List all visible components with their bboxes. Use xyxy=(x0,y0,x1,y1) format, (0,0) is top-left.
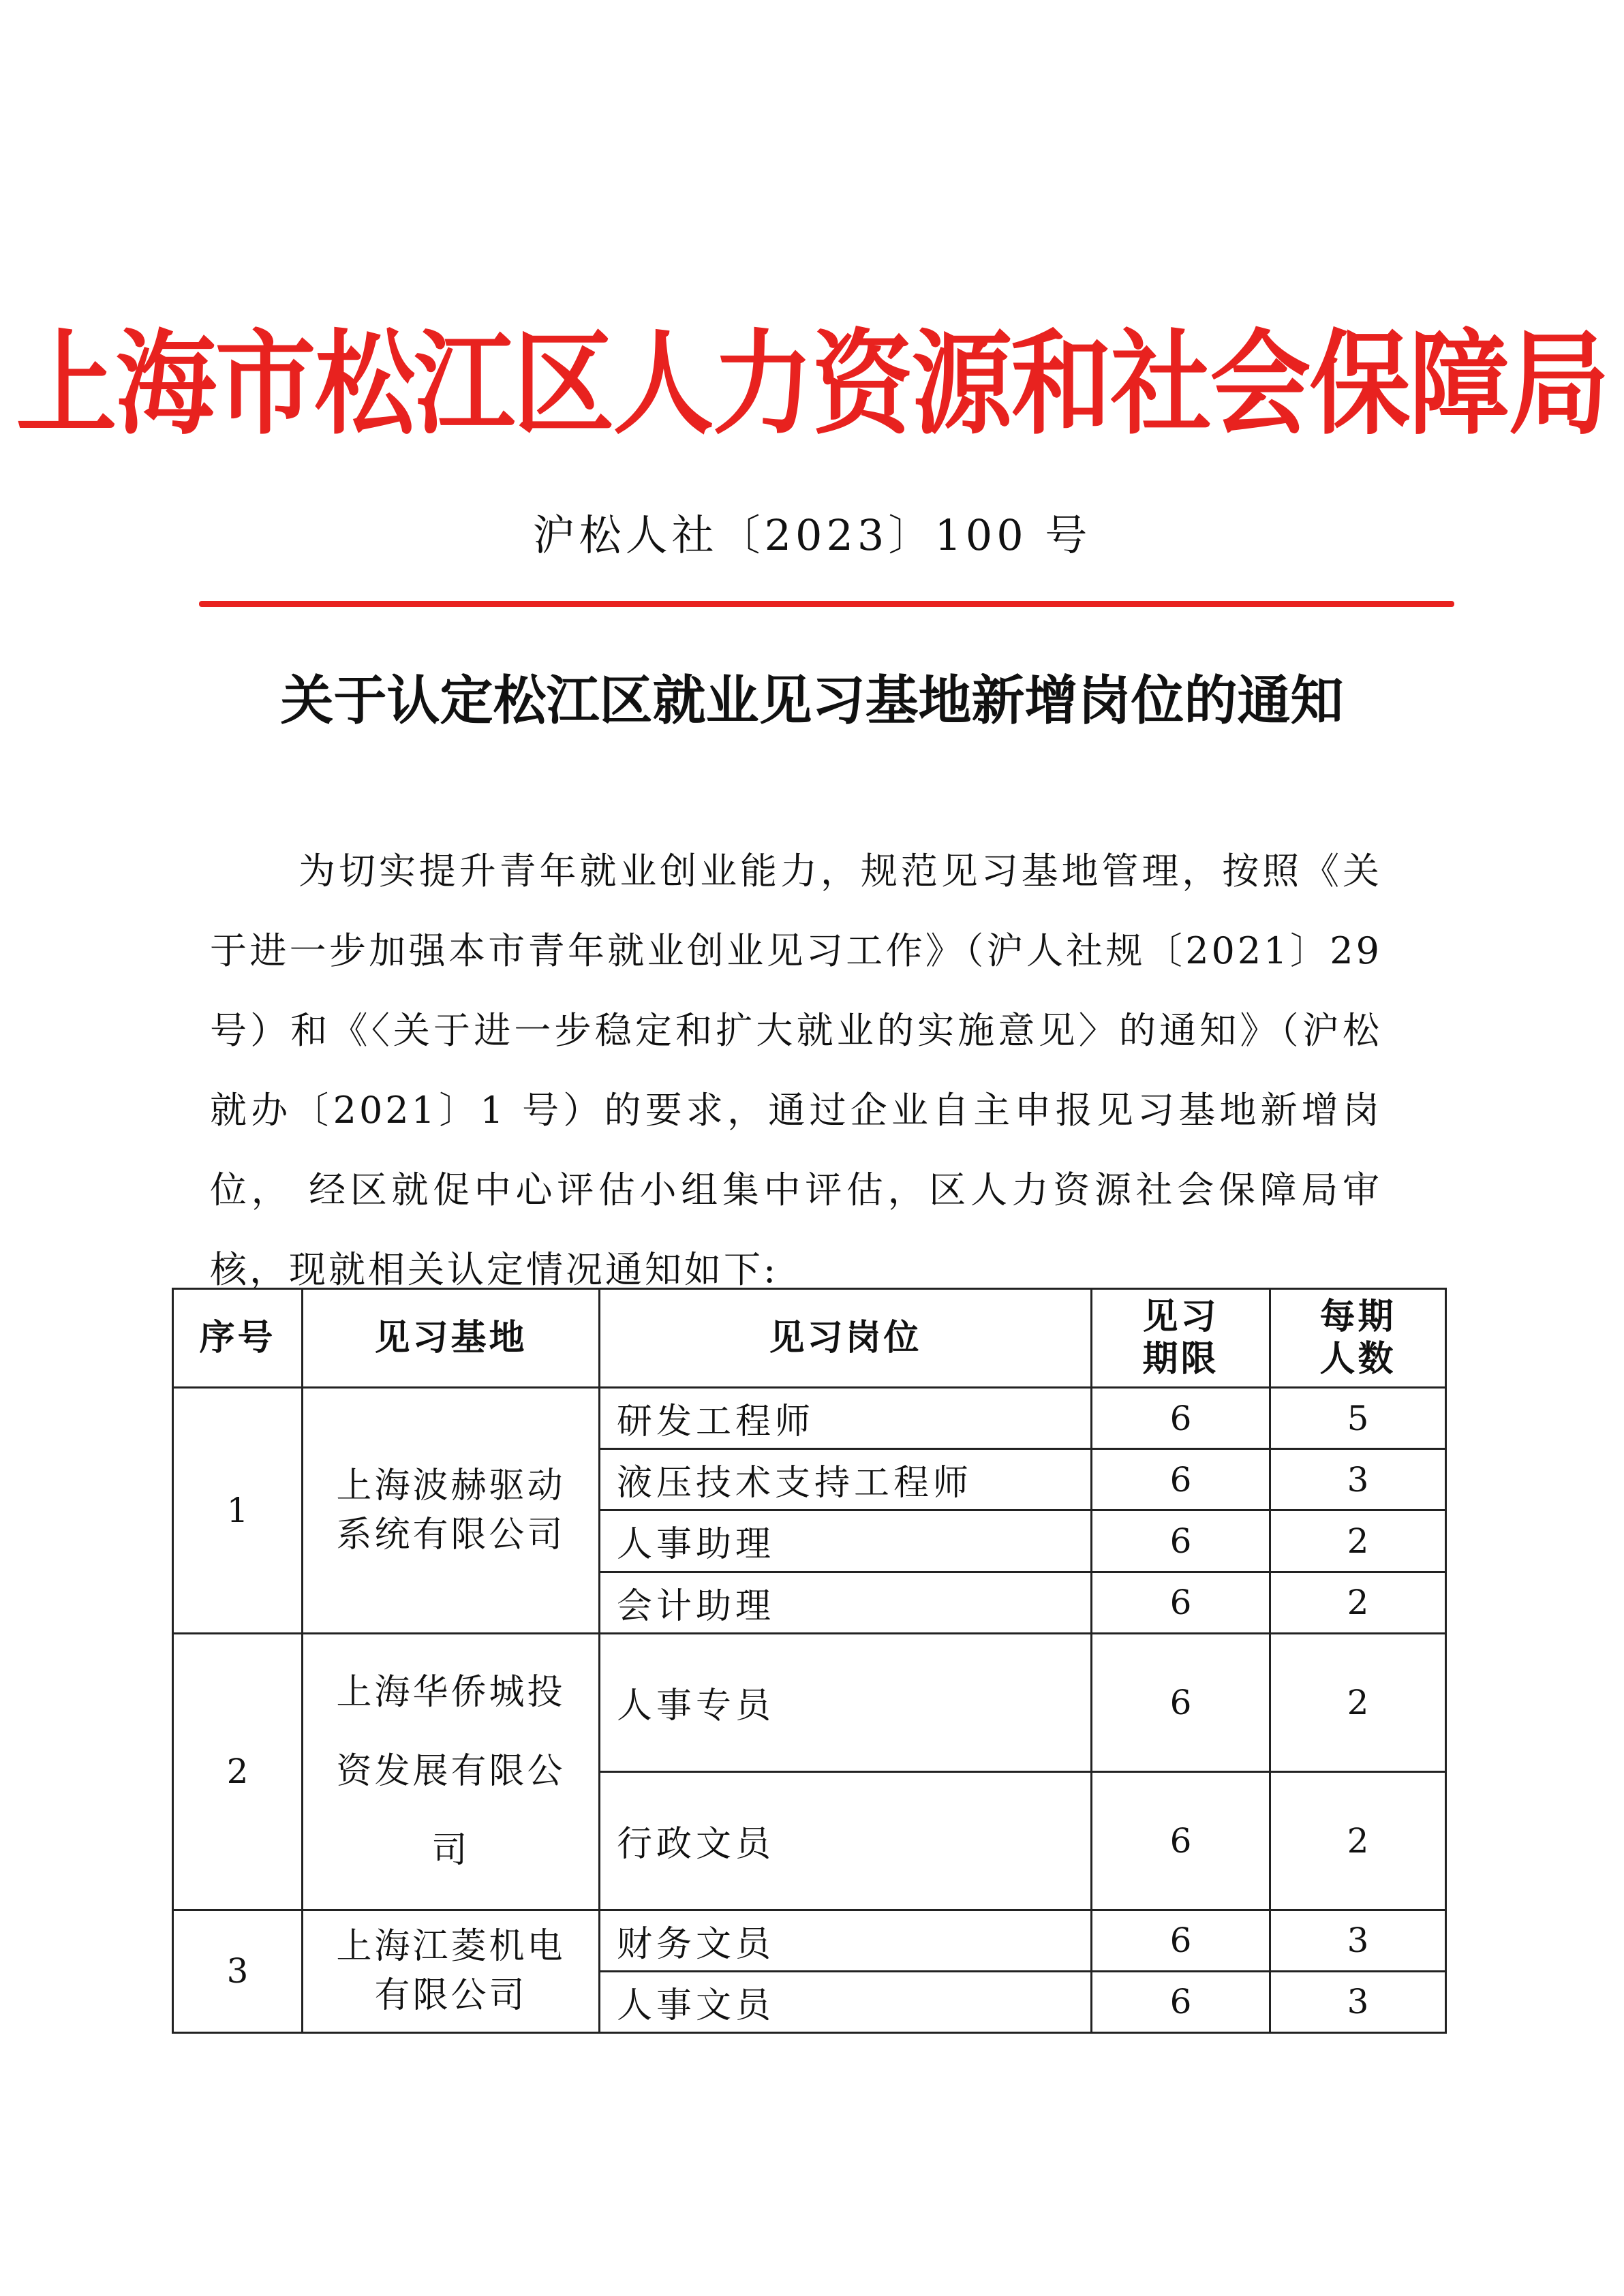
header-period: 见习期限 xyxy=(1092,1289,1270,1388)
count-cell: 3 xyxy=(1270,1971,1446,2032)
count-cell: 3 xyxy=(1270,1910,1446,1971)
header-count: 每期人数 xyxy=(1270,1289,1446,1388)
agency-letterhead: 上海市松江区人力资源和社会保障局 xyxy=(16,318,1608,450)
header-base: 见习基地 xyxy=(303,1289,600,1388)
body-paragraph: 为切实提升青年就业创业能力，规范见习基地管理，按照《关 于进一步加强本市青年就业创业见习工作》（沪人社规〔2021〕29 号）和《〈关于进一步稳定和扩大就业的实施意见〉的通知》（沪松就办〔2021〕1 号）的要求，通过企业自主申报见习基地新增岗位， 经区就促中心评估小组集中评估，区人力资源社会保障局审核，现就相关认定情况通知如下: xyxy=(210,850,1382,1291)
table-header-row xyxy=(173,1289,1446,1388)
header-position: 见习岗位 xyxy=(600,1289,1092,1388)
count-cell: 3 xyxy=(1270,1449,1446,1510)
base-cell: 上海波赫驱动系统有限公司 xyxy=(303,1388,600,1634)
document-number: 沪松人社〔2023〕100 号 xyxy=(532,510,1092,560)
period-cell: 6 xyxy=(1092,1771,1270,1910)
seq-cell: 1 xyxy=(173,1388,303,1634)
period-cell: 6 xyxy=(1092,1572,1270,1633)
count-cell: 2 xyxy=(1270,1572,1446,1633)
count-cell: 2 xyxy=(1270,1771,1446,1910)
count-cell: 2 xyxy=(1270,1510,1446,1572)
count-cell: 2 xyxy=(1270,1633,1446,1771)
period-cell: 6 xyxy=(1092,1910,1270,1971)
position-cell: 人事专员 xyxy=(600,1633,1092,1771)
base-cell: 上海华侨城投资发展有限公司 xyxy=(303,1633,600,1910)
notice-title: 关于认定松江区就业见习基地新增岗位的通知 xyxy=(280,670,1344,732)
period-cell: 6 xyxy=(1092,1449,1270,1510)
position-cell: 人事文员 xyxy=(600,1971,1092,2032)
position-cell: 行政文员 xyxy=(600,1771,1092,1910)
table-row xyxy=(173,1910,1446,1971)
seq-cell: 2 xyxy=(173,1633,303,1910)
table-row xyxy=(173,1633,1446,1771)
position-cell: 研发工程师 xyxy=(600,1388,1092,1449)
header-seq: 序号 xyxy=(173,1289,303,1388)
period-cell: 6 xyxy=(1092,1510,1270,1572)
internship-positions-table xyxy=(172,1288,1447,2034)
position-cell: 人事助理 xyxy=(600,1510,1092,1572)
seq-cell: 3 xyxy=(173,1910,303,2032)
count-cell: 5 xyxy=(1270,1388,1446,1449)
position-cell: 会计助理 xyxy=(600,1572,1092,1633)
period-cell: 6 xyxy=(1092,1971,1270,2032)
table-row xyxy=(173,1388,1446,1449)
period-cell: 6 xyxy=(1092,1388,1270,1449)
base-cell: 上海江菱机电有限公司 xyxy=(303,1910,600,2032)
position-cell: 液压技术支持工程师 xyxy=(600,1449,1092,1510)
position-cell: 财务文员 xyxy=(600,1910,1092,1971)
red-divider xyxy=(199,601,1454,607)
period-cell: 6 xyxy=(1092,1633,1270,1771)
